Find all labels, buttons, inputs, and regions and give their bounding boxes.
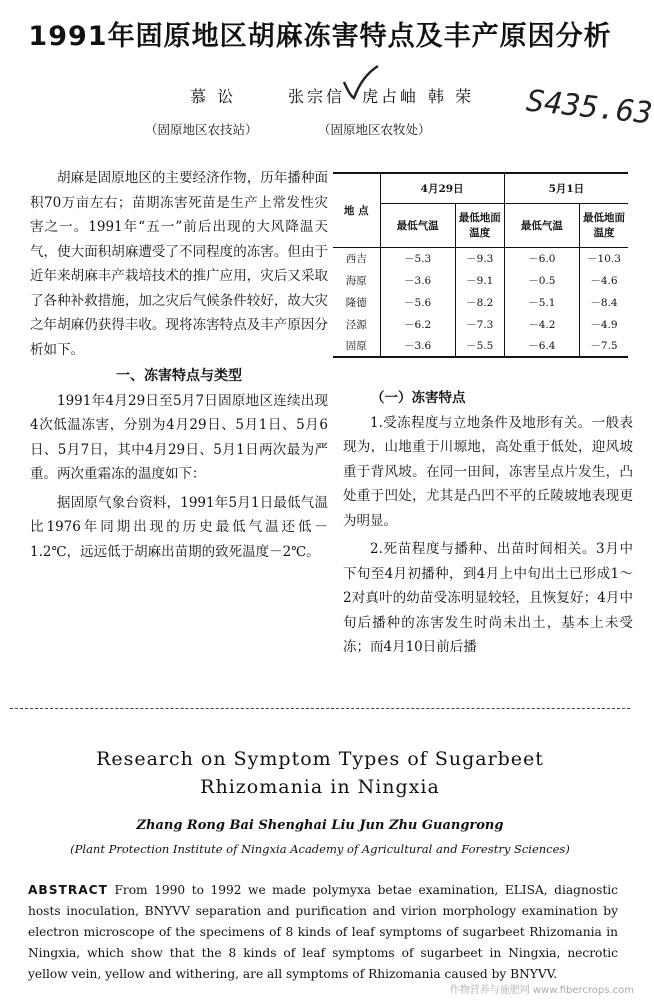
table-header-min-ground: 最低地面温度 — [580, 203, 629, 247]
table-cell-place: 西吉 — [345, 252, 367, 265]
table-cell-place: 泾源 — [345, 318, 367, 331]
abstract-label: ABSTRACT — [28, 883, 108, 897]
right-paragraph-2: 2.死苗程度与播种、出苗时间相关。3月中下旬至4月初播种，到4月上中旬出土已形成1～2对真叶的幼苗受冻明显较轻，且恢复好；4月中旬后播种的冻害发生时尚未出土，基本上未受冻；而4月10日前后播 — [343, 541, 633, 655]
english-authors: Zhang Rong Bai Shenghai Liu Jun Zhu Guangrong — [136, 818, 504, 833]
table-cell: －5.1 — [504, 291, 579, 313]
handwritten-check-mark — [340, 62, 380, 102]
table-header-date-2: 5月1日 — [504, 173, 628, 203]
table-cell-place: 固原 — [345, 340, 367, 352]
table-cell: －8.2 — [455, 291, 504, 313]
section-1-heading: 一、冻害特点与类型 — [116, 368, 242, 384]
table-header-min-air: 最低气温 — [504, 203, 579, 247]
table-cell: －5.3 — [380, 247, 455, 269]
table-cell: －3.6 — [380, 269, 455, 291]
table-cell: －0.5 — [504, 269, 579, 291]
table-cell: －5.6 — [380, 291, 455, 313]
english-title-line-2: Rhizomania in Ningxia — [200, 776, 440, 798]
subsection-heading: （一）冻害特点 — [371, 390, 466, 406]
table-row — [333, 291, 628, 313]
table-cell: －9.3 — [455, 247, 504, 269]
english-title-line-1: Research on Symptom Types of Sugarbeet — [96, 748, 544, 770]
table-cell: －4.9 — [580, 313, 629, 335]
author-1: 慕 讼 — [190, 87, 237, 106]
table-cell: －4.2 — [504, 313, 579, 335]
abstract — [28, 880, 618, 985]
author-4: 韩 荣 — [428, 87, 475, 106]
table-header-date-1: 4月29日 — [380, 173, 504, 203]
table-cell-place: 隆德 — [345, 296, 367, 309]
watermark: 作物营养与施肥网 www.fibercrops.com — [449, 985, 634, 996]
table-header-place: 地 点 — [333, 173, 380, 247]
table-cell: －7.3 — [455, 313, 504, 335]
divider — [10, 708, 630, 709]
table-cell: －6.2 — [380, 313, 455, 335]
section-1-paragraph-1: 1991年4月29日至5月7日固原地区连续出现4次低温冻害，分别为4月29日、5月1日、5月6日、5月7日，其中4月29日、5月1日两次最为严重。两次重霜冻的温度如下： — [30, 392, 328, 482]
table-header-min-air: 最低气温 — [380, 203, 455, 247]
table-cell: －6.4 — [504, 335, 579, 357]
intro-paragraph: 胡麻是固原地区的主要经济作物，历年播种面积70万亩左右；苗期冻害死苗是生产上常发性灾害之一。1991年“五一”前后出现的大风降温天气，使大面积胡麻遭受了不同程度的冻害。但由于近年来胡麻丰产栽培技术的推广应用，灾后又采取了各种补救措施，加之灾后气候条件较好，故大灾之年胡麻仍获得丰收。现将冻害特点及丰产原因分析如下。 — [30, 170, 328, 358]
table-cell: －7.5 — [580, 335, 629, 357]
affiliation-left: （固原地区农技站） — [145, 122, 258, 137]
english-affiliation: (Plant Protection Institute of Ningxia Academy of Agricultural and Forestry Sciences) — [70, 842, 570, 856]
right-paragraph-1: 1.受冻程度与立地条件及地形有关。一般表现为，山地重于川塬地，高处重于低处，迎风坡重于背风坡。在同一田间，冻害呈点片发生，凸处重于凹处，尤其是凸凹不平的丘陵坡地表现更为明显。 — [343, 414, 633, 529]
handwritten-call-number: S435.63 — [524, 83, 654, 132]
page-title: 1991年固原地区胡麻冻害特点及丰产原因分析 — [28, 21, 612, 52]
table-cell-place: 海原 — [345, 274, 367, 287]
left-column — [30, 166, 328, 564]
table-cell: －4.6 — [580, 269, 629, 291]
table-row — [333, 335, 628, 357]
author-3: 虎占岫 — [362, 87, 420, 106]
temperature-table — [333, 172, 628, 358]
table-cell: －8.4 — [580, 291, 629, 313]
author-2: 张宗信 — [288, 87, 346, 106]
table-cell: －10.3 — [580, 247, 629, 269]
affiliation-right: （固原地区农牧处） — [318, 122, 431, 137]
table-header-min-ground: 最低地面温度 — [455, 203, 504, 247]
table-row — [333, 269, 628, 291]
table-cell: －5.5 — [455, 335, 504, 357]
section-1-paragraph-2: 据固原气象台资料，1991年5月1日最低气温比1976年同期出现的历史最低气温还低－1.2℃，远远低于胡麻出苗期的致死温度－2℃。 — [30, 494, 328, 560]
table-cell: －6.0 — [504, 247, 579, 269]
table-cell: －9.1 — [455, 269, 504, 291]
abstract-text: From 1990 to 1992 we made polymyxa betae examination, ELISA, diagnostic hosts inoculation, BNYVV separation and purification and virion morphology examination by electron microscope of the specimens of 8 kinds of leaf symptoms of sugarbeet Rhizomania in Ningxia, which show that the 8 kinds of leaf symptoms of sugarbeet in Ningxia, necrotic yellow vein, yellow and withering, are all symptoms of Rhizomania caused by BNYVV. — [28, 883, 619, 981]
table-row — [333, 313, 628, 335]
table-cell: －3.6 — [380, 335, 455, 357]
table-row — [333, 247, 628, 269]
right-column — [343, 386, 633, 660]
